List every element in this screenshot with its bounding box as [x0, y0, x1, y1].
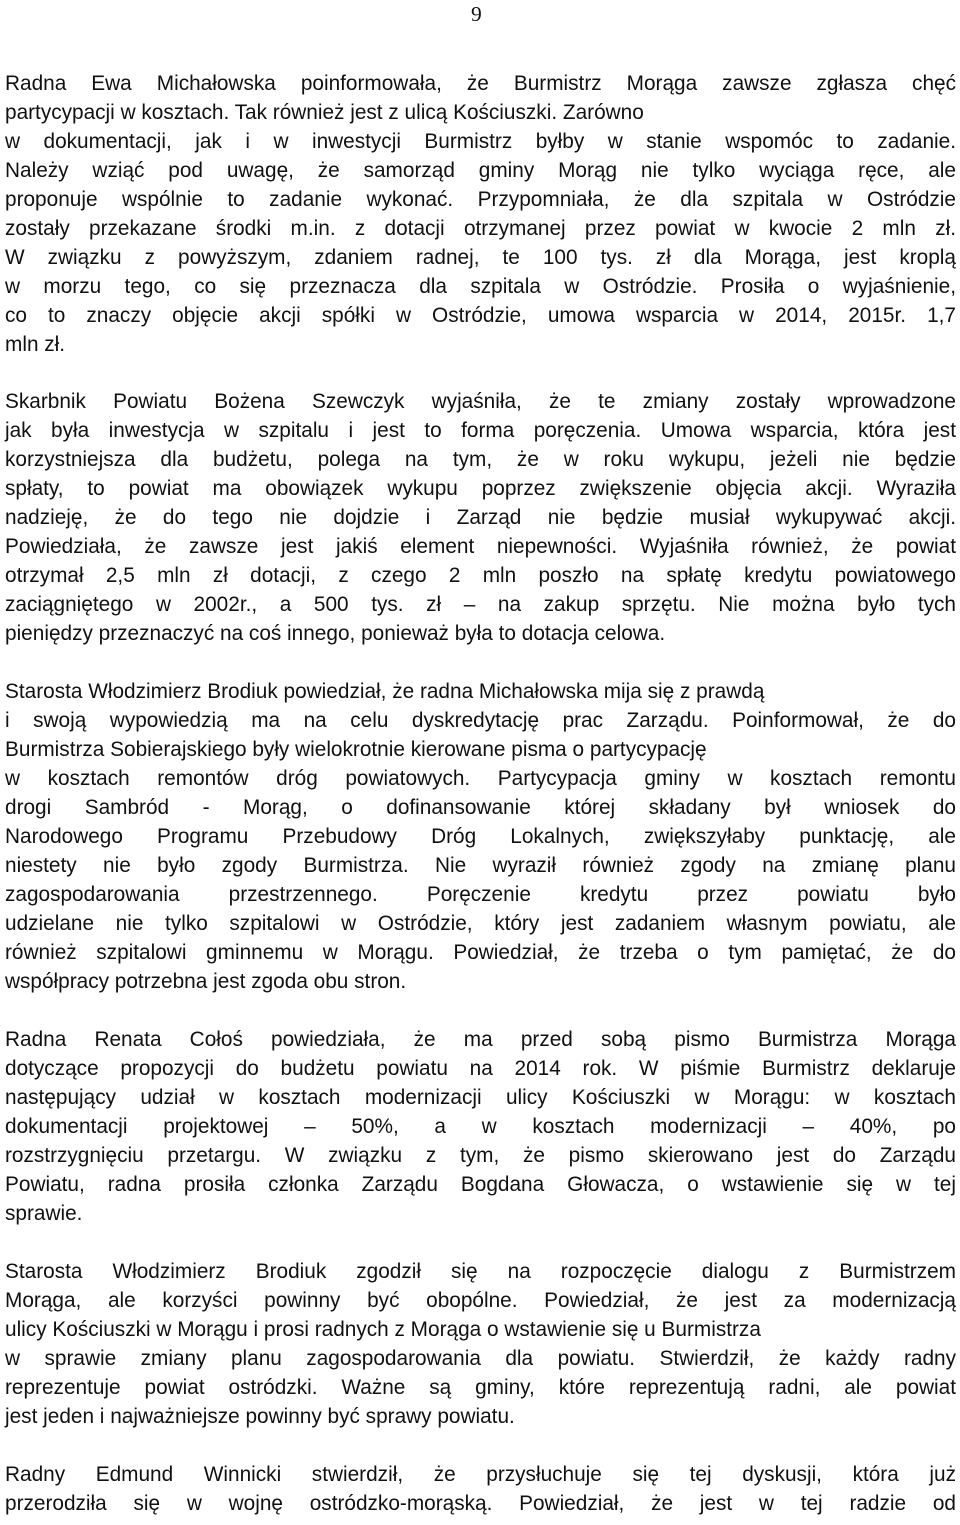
text-line: Morąga, ale korzyści powinny być obopólne. Powiedział, że jest za modernizacją	[5, 1289, 956, 1312]
paragraph	[5, 1257, 956, 1431]
text-line: w morzu tego, co się przeznacza dla szpitala w Ostródzie. Prosiła o wyjaśnienie,	[5, 275, 956, 298]
paragraph	[5, 1460, 956, 1518]
text-line: następujący udział w kosztach modernizacji ulicy Kościuszki w Morągu: w kosztach	[5, 1086, 956, 1109]
text-line: współpracy potrzebna jest zgoda obu stron.	[5, 970, 407, 993]
text-line: korzystniejsza dla budżetu, polega na tym, że w roku wykupu, jeżeli nie będzie	[5, 448, 956, 471]
text-line: mln zł.	[5, 333, 66, 356]
text-line: w sprawie zmiany planu zagospodarowania dla powiatu. Stwierdził, że każdy radny	[5, 1347, 956, 1370]
text-line: przerodziła się w wojnę ostródzko-morąską. Powiedział, że jest w tej radzie od	[5, 1492, 956, 1515]
text-line: W związku z powyższym, zdaniem radnej, te 100 tys. zł dla Morąga, jest kroplą	[5, 246, 956, 269]
text-line: jak była inwestycja w szpitalu i jest to forma poręczenia. Umowa wsparcia, która jest	[5, 419, 956, 442]
text-line: drogi Sambród - Morąg, o dofinansowanie której składany był wniosek do	[5, 796, 956, 819]
text-line: nadzieję, że do tego nie dojdzie i Zarząd nie będzie musiał wykupywać akcji.	[5, 506, 956, 529]
paragraph	[5, 387, 956, 648]
text-line: w kosztach remontów dróg powiatowych. Partycypacja gminy w kosztach remontu	[5, 767, 956, 790]
text-line: Należy wziąć pod uwagę, że samorząd gminy Morąg nie tylko wyciąga ręce, ale	[5, 159, 956, 182]
page-number: 9	[471, 2, 482, 26]
text-line: zagospodarowania przestrzennego. Poręczenie kredytu przez powiatu było	[5, 883, 956, 906]
paragraph	[5, 69, 956, 359]
text-line: jest jeden i najważniejsze powinny być sprawy powiatu.	[5, 1405, 515, 1428]
text-line: otrzymał 2,5 mln zł dotacji, z czego 2 mln poszło na spłatę kredytu powiatowego	[5, 564, 956, 587]
text-line: zostały przekazane środki m.in. z dotacji otrzymanej przez powiat w kwocie 2 mln zł.	[5, 217, 956, 240]
text-line: sprawie.	[5, 1202, 83, 1225]
text-line: i swoją wypowiedzią ma na celu dyskredytację prac Zarządu. Poinformował, że do	[5, 709, 956, 732]
text-line: udzielane nie tylko szpitalowi w Ostródzie, który jest zadaniem własnym powiatu, ale	[5, 912, 956, 935]
text-line: rozstrzygnięciu przetargu. W związku z tym, że pismo skierowano jest do Zarządu	[5, 1144, 956, 1167]
text-line: zaciągniętego w 2002r., a 500 tys. zł – na zakup sprzętu. Nie można było tych	[5, 593, 956, 616]
text-line: reprezentuje powiat ostródzki. Ważne są gminy, które reprezentują radni, ale powiat	[5, 1376, 956, 1399]
text-line: Radna Ewa Michałowska poinformowała, że Burmistrz Morąga zawsze zgłasza chęć	[5, 72, 956, 95]
text-line: Powiatu, radna prosiła członka Zarządu Bogdana Głowacza, o wstawienie się w tej	[5, 1173, 956, 1196]
text-line: niestety nie było zgody Burmistrza. Nie wyraził również zgody na zmianę planu	[5, 854, 956, 877]
text-line: Radny Edmund Winnicki stwierdził, że przysłuchuje się tej dyskusji, która już	[5, 1463, 956, 1486]
text-line: Skarbnik Powiatu Bożena Szewczyk wyjaśniła, że te zmiany zostały wprowadzone	[5, 390, 956, 413]
paragraph	[5, 1025, 956, 1228]
text-line: ulicy Kościuszki w Morągu i prosi radnych z Morąga o wstawienie się u Burmistrza	[5, 1318, 761, 1341]
text-line: pieniędzy przeznaczyć na coś innego, ponieważ była to dotacja celowa.	[5, 622, 666, 645]
text-line: Starosta Włodzimierz Brodiuk powiedział, że radna Michałowska mija się z prawdą	[5, 680, 765, 703]
paragraph	[5, 677, 956, 996]
text-line: Starosta Włodzimierz Brodiuk zgodził się na rozpoczęcie dialogu z Burmistrzem	[5, 1260, 956, 1283]
text-line: dokumentacji projektowej – 50%, a w kosztach modernizacji – 40%, po	[5, 1115, 956, 1138]
text-line: proponuje wspólnie to zadanie wykonać. Przypomniała, że dla szpitala w Ostródzie	[5, 188, 956, 211]
text-line: również szpitalowi gminnemu w Morągu. Powiedział, że trzeba o tym pamiętać, że do	[5, 941, 956, 964]
text-line: w dokumentacji, jak i w inwestycji Burmistrz byłby w stanie wspomóc to zadanie.	[5, 130, 956, 153]
text-line: Burmistrza Sobierajskiego były wielokrotnie kierowane pisma o partycypację	[5, 738, 707, 761]
text-line: Powiedziała, że zawsze jest jakiś element niepewności. Wyjaśniła również, że powiat	[5, 535, 956, 558]
text-line: Narodowego Programu Przebudowy Dróg Lokalnych, zwiększyłaby punktację, ale	[5, 825, 956, 848]
text-line: co to znaczy objęcie akcji spółki w Ostródzie, umowa wsparcia w 2014, 2015r. 1,7	[5, 304, 956, 327]
text-line: partycypacji w kosztach. Tak również jest z ulicą Kościuszki. Zarówno	[5, 101, 644, 124]
text-line: spłaty, to powiat ma obowiązek wykupu poprzez zwiększenie objęcia akcji. Wyraziła	[5, 477, 956, 500]
text-line: Radna Renata Cołoś powiedziała, że ma przed sobą pismo Burmistrza Morąga	[5, 1028, 956, 1051]
text-line: dotyczące propozycji do budżetu powiatu na 2014 rok. W piśmie Burmistrz deklaruje	[5, 1057, 956, 1080]
